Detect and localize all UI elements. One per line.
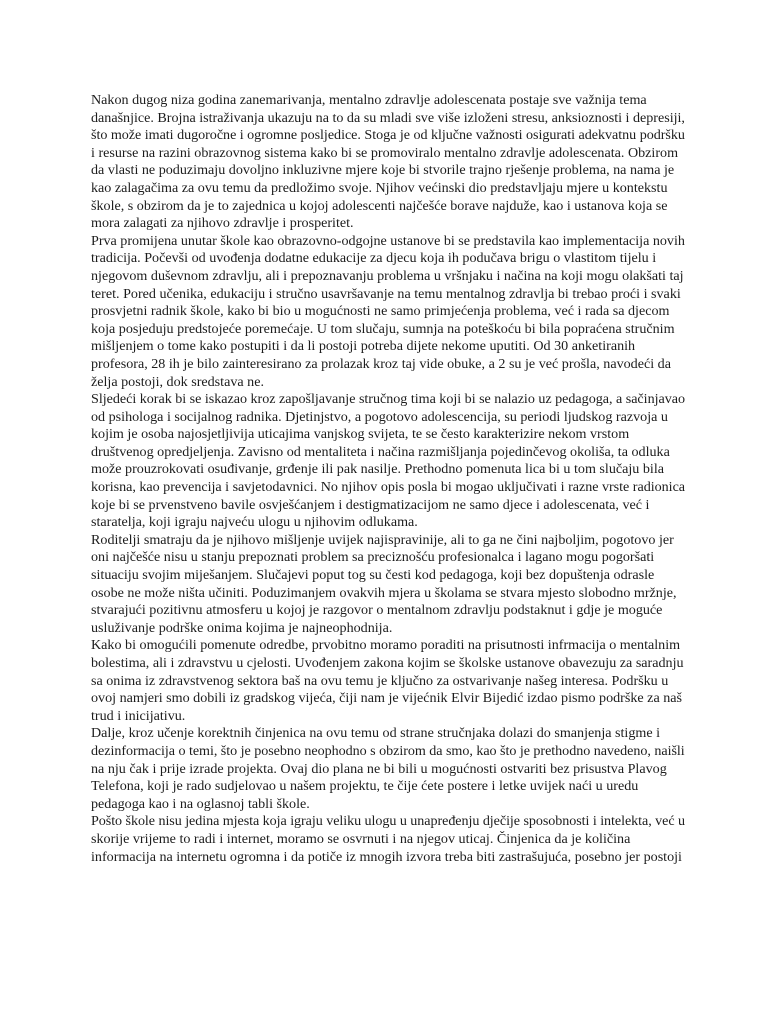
text-line: Roditelji smatraju da je njihovo mišljenje uvijek najispravinije, ali to ga ne čini najboljim, pogotovo jer [91, 531, 674, 548]
text-line: informacija na internetu ogromna i da potiče iz mnogih izvora treba biti zastrašujuća, posebno jer postoji [91, 848, 682, 865]
text-line: teret. Pored učenika, edukaciju i stručno usavršavanje na temu mentalnog zdravlja bi trebao proći i svaki [91, 285, 681, 302]
text-line: kao zalagačima za ovu temu da predložimo svoje. Njihov većinski dio predstavljaju mjere u kontekstu [91, 179, 668, 196]
text-line: korisna, kao prevencija i savjetodavnici. No njihov opis posla bi mogao uključivati i razne vrste radionica [91, 479, 686, 496]
text-line: usluživanje podrške onima kojima je najneophodnija. [91, 619, 393, 636]
text-line: želja postoji, dok sredstava ne. [91, 373, 264, 390]
text-line: dezinformacija o temi, što je posebno neophodno s obzirom da smo, kao što je prethodno navedeno, naišli [91, 742, 685, 759]
text-line: tradicija. Počevši od uvođenja dodatne edukacije za djecu koja ih podučava brigu o vlastitom tijelu i [91, 250, 657, 267]
text-line: bolestima, ali i zdravstvu u cjelosti. Uvođenjem zakona kojim se školske ustanove obavezuju za saradnju [91, 655, 684, 671]
text-line: što može imati dugoročne i ogromne posljedice. Stoga je od ključne važnosti osigurati adekvatnu podršku [91, 127, 685, 144]
text-line: može prouzrokovati osuđivanje, grđenje ili pak nasilje. Prethodno pomenuta lica bi u tom slučaju bila [91, 461, 665, 478]
text-line: stvarajući pozitivnu atmosferu u kojoj je razgovor o mentalnom zdravlju podstaknut i gdje je moguće [91, 602, 663, 619]
text-line: profesora, 28 ih je bilo zainteresirano za prolazak kroz taj vide obuke, a 2 su je već prošla, navodeći da [91, 355, 671, 372]
text-line: situaciju svojim miješanjem. Slučajevi poput tog su česti kod pedagoga, koji bez dopuštenja odrasle [91, 567, 655, 584]
text-line: pedagoga kao i na oglasnoj tabli škole. [91, 795, 310, 812]
text-line: osobe ne može ništa učiniti. Poduzimanjem ovakvih mjera u školama se stvara mjesto slobodno mržnje, [91, 584, 677, 601]
text-line: sa onima iz zdravstvenog sektora baš na ovu temu je ključno za ostvarivanje našeg interesa. Podršku u [91, 672, 669, 689]
text-line: trud i inicijativu. [91, 707, 186, 724]
text-line: koje bi se prvenstveno bavile osvješćanjem i destigmatizacijom ne samo djece i adolescenata, već i [91, 496, 650, 513]
text-line: oni najčešće nisu u stanju prepoznati problem sa preciznošću profesionalca i lagano mogu pogoršati [91, 549, 655, 566]
text-line: kojim je osoba najosjetljivija uticajima vanjskog svijeta, te se često karakterizire nekom vrstom [91, 426, 630, 443]
text-line: da vlasti ne poduzimaju dovoljno inkluzivne mjere koje bi stvorile trajno rješenje problema, na nama je [91, 162, 675, 179]
text-line: prosvjetni radnik škole, kako bi bio u mogućnosti ne samo primjećenja problema, već i rada sa djecom [91, 303, 670, 320]
text-line: Dalje, kroz učenje korektnih činjenica na ovu temu od strane stručnjaka dolazi do smanjenja stigme i [91, 725, 661, 742]
text-line: društvenog opredjeljenja. Zavisno od mentaliteta i načina razmišljanja pojedinčevog okoliša, ta odluka [91, 443, 670, 460]
text-line: staratelja, koji igraju najveću ulogu u njihovim odlukama. [91, 514, 418, 531]
text-line: njegovom duševnom zdravlju, ali i prepoznavanju problema u vršnjaku i načina na koji mogu olakšati taj [91, 267, 684, 284]
text-line: od psihologa i socijalnog radnika. Djetinjstvo, a pogotovo adolescencija, su periodi ljudskog razvoja u [91, 408, 668, 425]
text-line: današnjice. Brojna istraživanja ukazuju na to da su mladi sve više izloženi stresu, anksioznosti i depresiji, [91, 109, 685, 126]
document-body-text [91, 92, 685, 866]
text-line: mora zalagati za njihovo zdravlje i prosperitet. [91, 215, 354, 232]
text-line: Telefona, koji je rado sudjelovao u našem projektu, te čije ćete postere i letke uvijek naći u uredu [91, 778, 639, 795]
text-line: Kako bi omogućili pomenute odredbe, prvobitno moramo poraditi na prisutnosti infrmacija o mentalnim [91, 637, 681, 654]
text-line: mišljenjem o tome kako postupiti i da li postoji potreba dijete nekome uputiti. Od 30 anketiranih [91, 338, 636, 355]
text-line: ovoj namjeri smo dobili iz gradskog vijeća, čiji nam je vijećnik Elvir Bijedić izdao pismo podrške za naš [91, 690, 683, 707]
text-line: koja posjeduju predstojeće poremećaje. U tom slučaju, sumnja na poteškoću bi bila popraćena stručnim [91, 320, 675, 337]
text-line: Sljedeći korak bi se iskazao kroz zapošljavanje stručnog tima koji bi se nalazio uz pedagoga, a sačinjavao [91, 391, 686, 408]
text-line: Pošto škole nisu jedina mjesta koja igraju veliku ulogu u unapređenju dječije sposobnosti i intelekta, već u [91, 813, 685, 830]
text-line: skorije vrijeme to radi i internet, moramo se osvrnuti i na njegov uticaj. Činjenica da je količina [91, 830, 631, 847]
text-line: Prva promijena unutar škole kao obrazovno-odgojne ustanove bi se predstavila kao implementacija novih [91, 232, 685, 249]
text-line: na nju čak i prije izrade projekta. Ovaj dio plana ne bi bili u mogućnosti ostvariti bez prisustva Plavog [91, 760, 667, 777]
text-line: Nakon dugog niza godina zanemarivanja, mentalno zdravlje adolescenata postaje sve važnija tema [91, 92, 647, 108]
text-line: i resurse na razini obrazovnog sistema kako bi se promoviralo mentalno zdravlje adolescenata. Obzirom [91, 144, 679, 161]
text-line: škole, s obzirom da je to zajednica u kojoj adolescenti najčešće borave najduže, kao i ustanova koja se [91, 197, 668, 214]
